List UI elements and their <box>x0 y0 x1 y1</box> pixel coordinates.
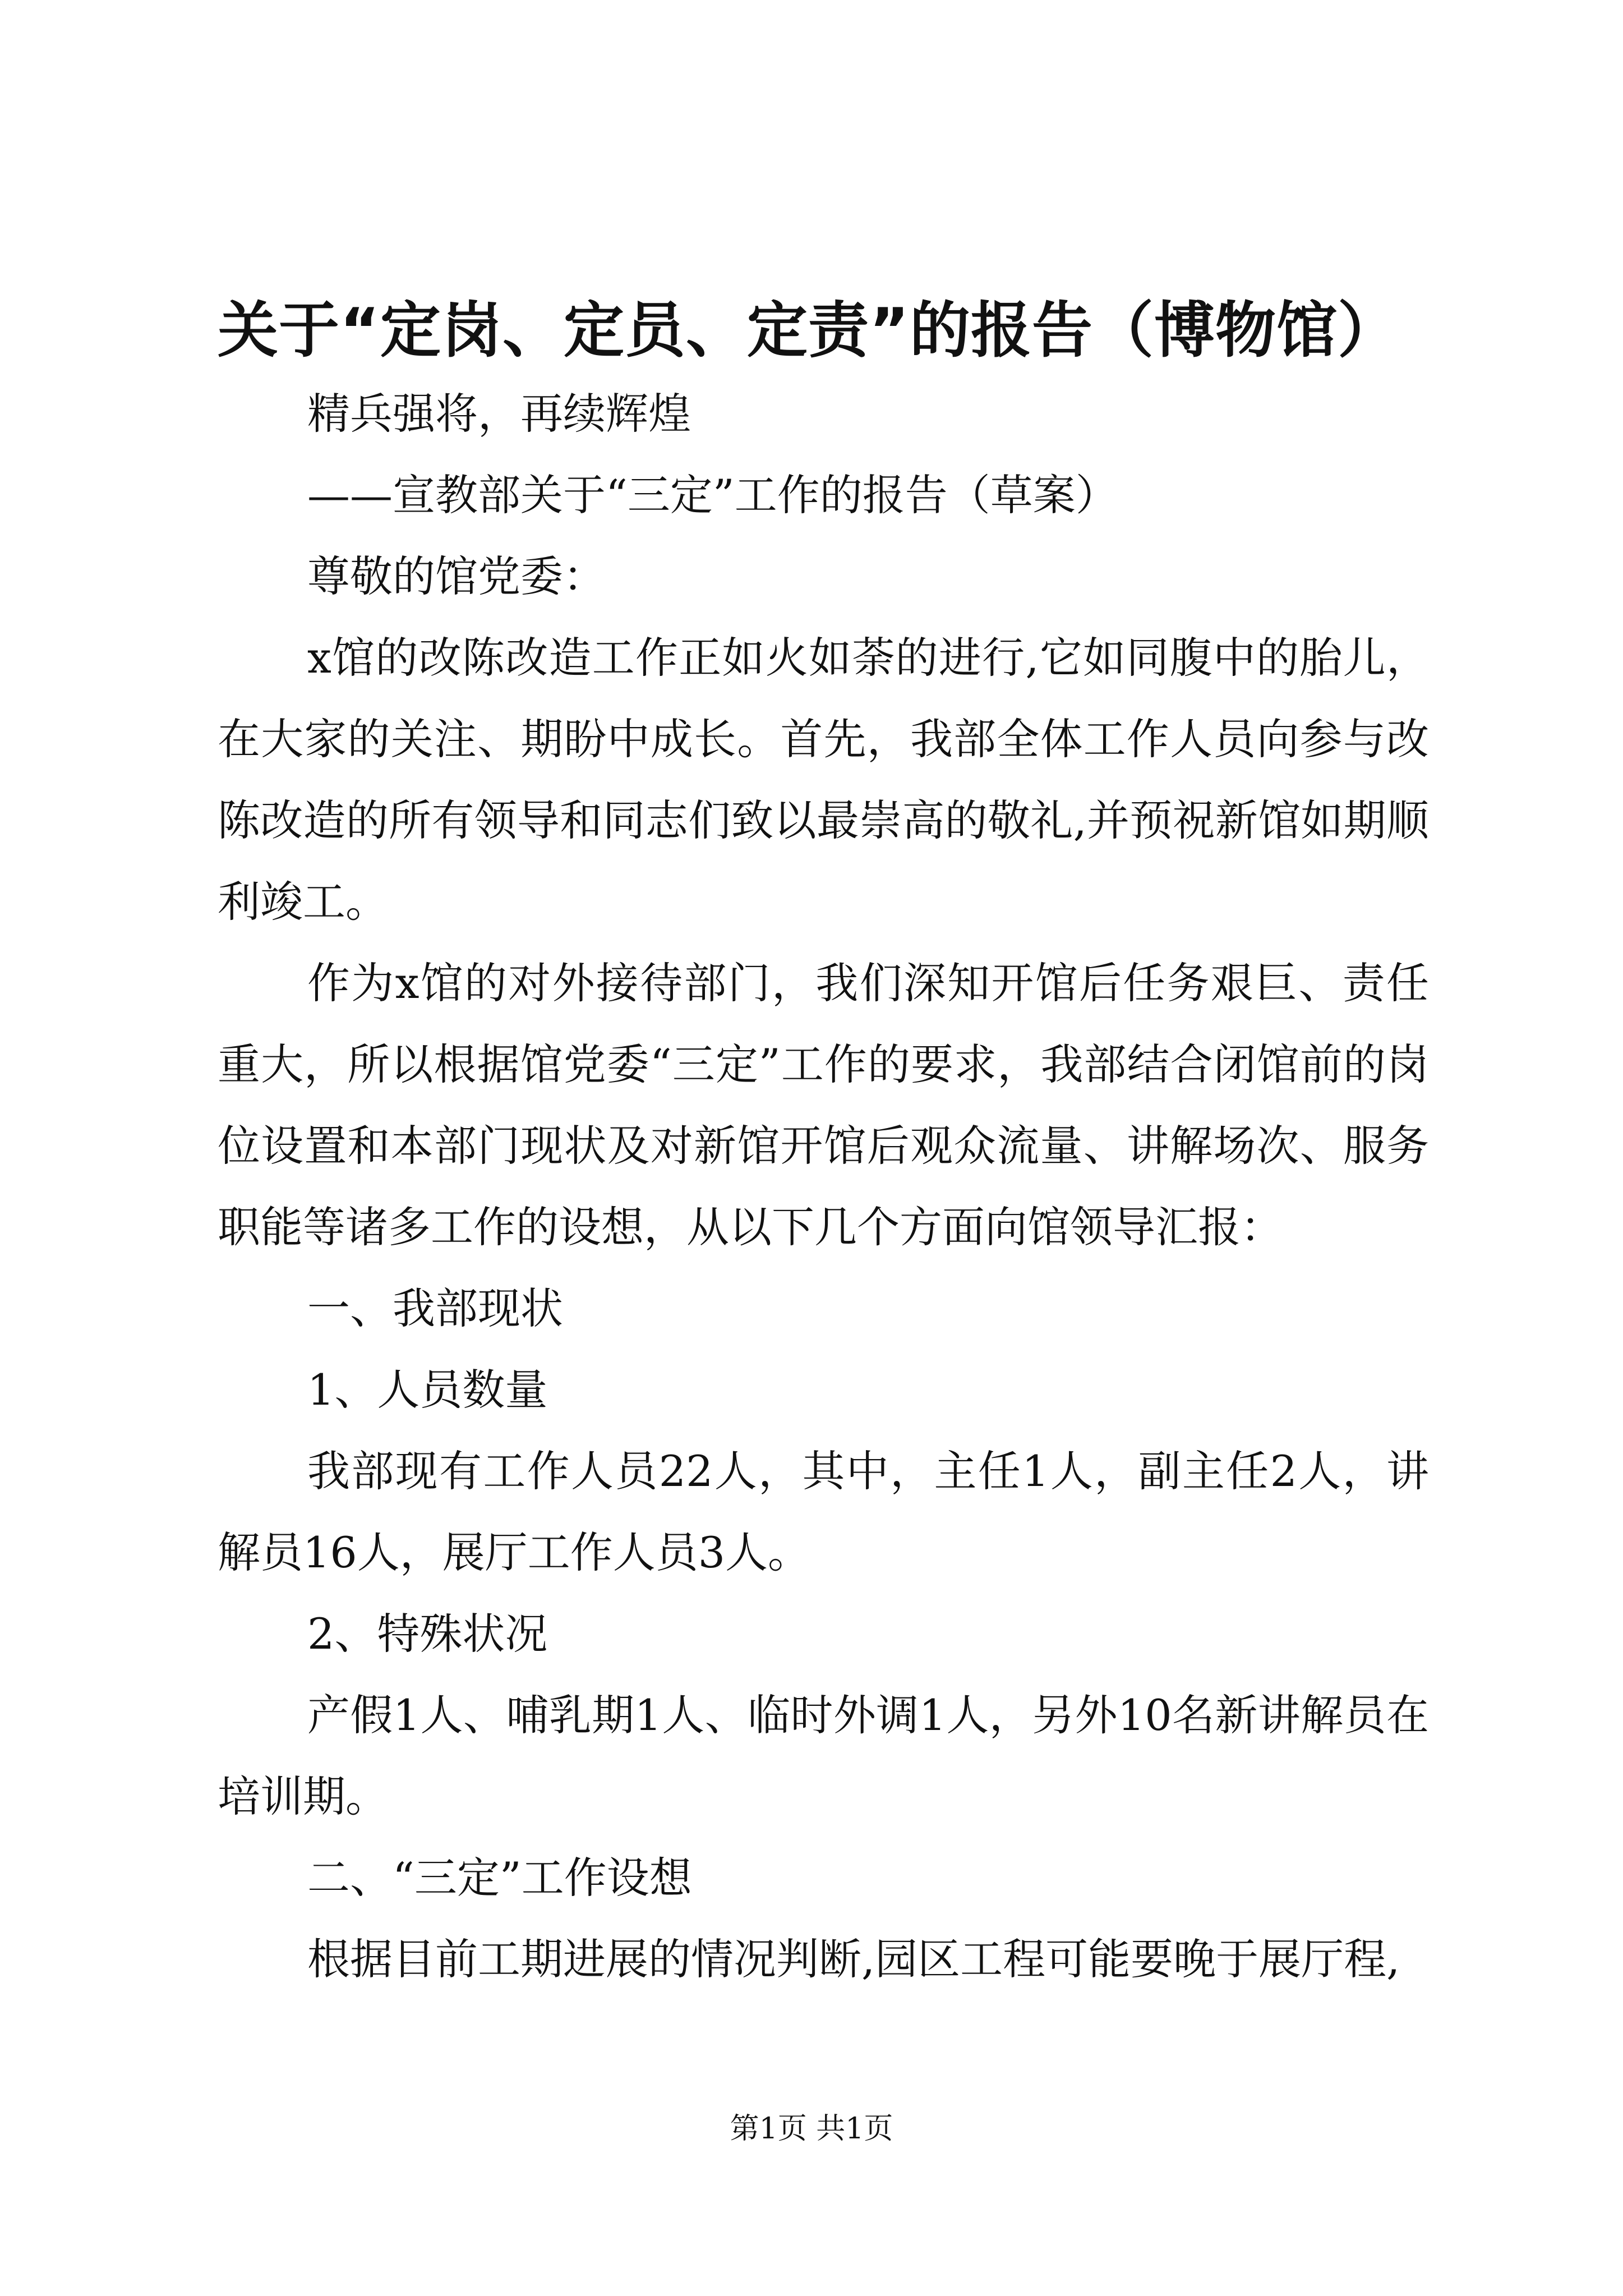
subsection-heading: 2、特殊状况 <box>307 1609 548 1659</box>
section-heading: 二、“三定”工作设想 <box>307 1853 692 1903</box>
body-paragraph: 我部现有工作人员22人，其中，主任1人，副主任2人，讲解员16人，展厅工作人员3人。 <box>218 1446 1429 1577</box>
subtitle-line: 精兵强将，再续辉煌 <box>307 389 691 439</box>
body-paragraph: 作为x馆的对外接待部门，我们深知开馆后任务艰巨、责任重大，所以根据馆党委“三定”工作的要求，我部结合闭馆前的岗位设置和本部门现状及对新馆开馆后观众流量、讲解场次、服务职能等诸多工作的设想，从以下几个方面向馆领导汇报： <box>218 958 1429 1252</box>
sub-heading-line: ——宣教部关于“三定”工作的报告（草案） <box>307 470 1118 520</box>
page-number-footer: 第1页 共1页 <box>730 2112 893 2146</box>
section-heading: 一、我部现状 <box>307 1283 563 1333</box>
salutation: 尊敬的馆党委： <box>307 551 606 601</box>
document-body <box>218 373 1429 2000</box>
body-paragraph: 根据目前工期进展的情况判断,园区工程可能要晚于展厅程, <box>307 1934 1400 1984</box>
body-paragraph: 产假1人、哺乳期1人、临时外调1人，另外10名新讲解员在培训期。 <box>218 1690 1429 1821</box>
subsection-heading: 1、人员数量 <box>307 1365 548 1415</box>
document-title: 关于“定岗、定员、定责”的报告（博物馆） <box>218 296 1399 366</box>
body-paragraph: x馆的改陈改造工作正如火如荼的进行,它如同腹中的胎儿，在大家的关注、期盼中成长。首先，我部全体工作人员向参与改陈改造的所有领导和同志们致以最崇高的敬礼,并预祝新馆如期顺利竣工。 <box>218 633 1429 927</box>
